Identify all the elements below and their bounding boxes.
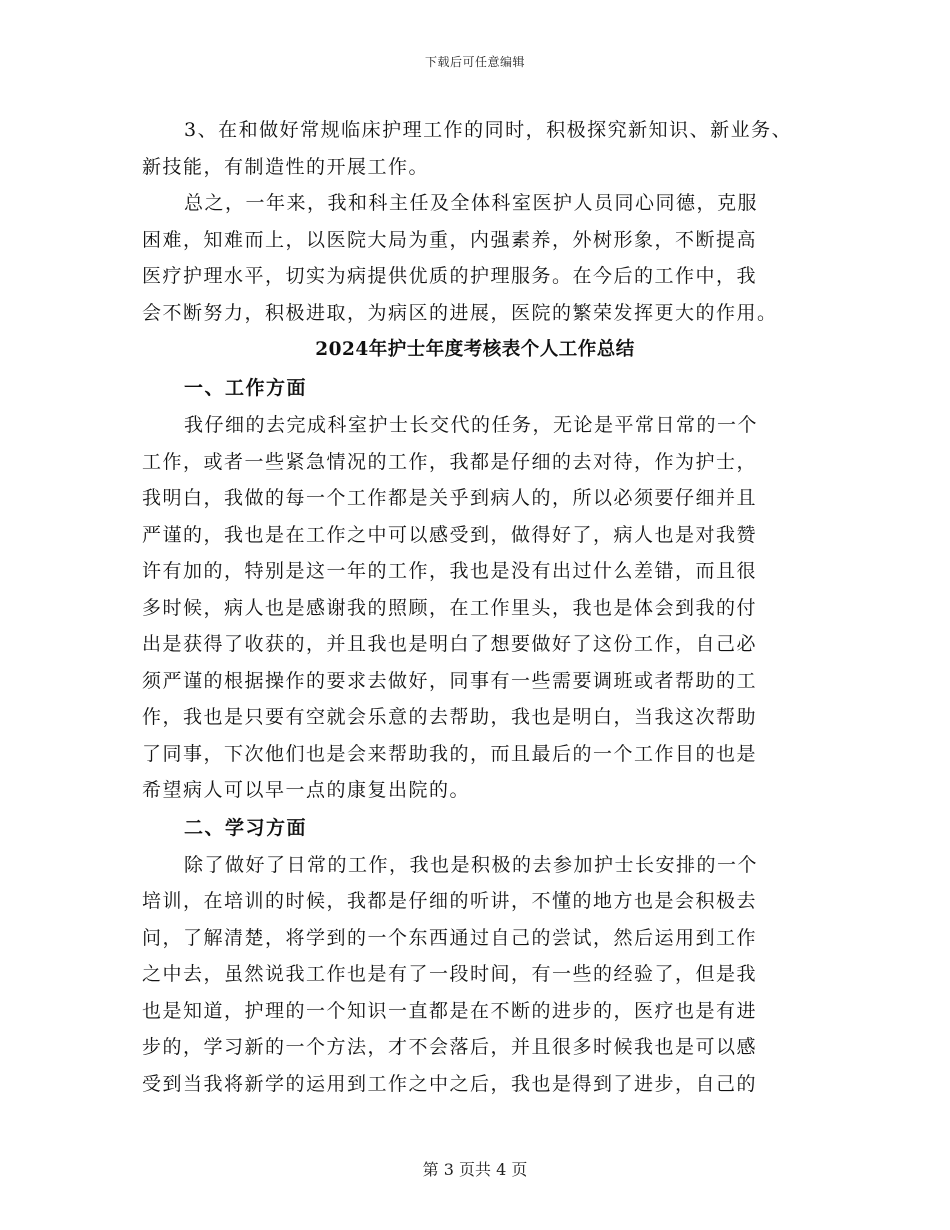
document-body — [142, 112, 808, 1102]
text-line: 会不断努力，积极进取，为病区的进展，医院的繁荣发挥更大的作用。 — [142, 301, 778, 324]
text-line: 问，了解清楚，将学到的一个东西通过自己的尝试，然后运用到工作 — [142, 926, 758, 949]
text-line: 希望病人可以早一点的康复出院的。 — [142, 779, 471, 801]
text-line: 严谨的，我也是在工作之中可以感受到，做得好了，病人也是对我赞 — [142, 523, 758, 546]
text-line: 医疗护理水平，切实为病提供优质的护理服务。在今后的工作中，我 — [142, 265, 758, 287]
text-line: 我仔细的去完成科室护士长交代的任务，无论是平常日常的一个 — [184, 414, 759, 436]
text-line: 出是获得了收获的，并且我也是明白了想要做好了这份工作，自己必 — [142, 633, 758, 655]
text-line: 也是知道，护理的一个知识一直都是在不断的进步的，医疗也是有进 — [142, 999, 758, 1022]
text-line: 我明白，我做的每一个工作都是关乎到病人的，所以必须要仔细并且 — [142, 487, 758, 509]
study-paragraph — [142, 847, 808, 1103]
text-line: 工作，或者一些紧急情况的工作，我都是仔细的去对待，作为护士， — [142, 450, 758, 473]
text-line: 多时候，病人也是感谢我的照顾，在工作里头，我也是体会到我的付 — [142, 596, 758, 619]
text-line: 培训，在培训的时候，我都是仔细的听讲，不懂的地方也是会积极去 — [142, 890, 758, 912]
text-line: 作，我也是只要有空就会乐意的去帮助，我也是明白，当我这次帮助 — [142, 706, 758, 728]
section-heading-study: 二、学习方面 — [184, 816, 308, 839]
text-line: 总之，一年来，我和科主任及全体科室医护人员同心同德，克服 — [184, 192, 759, 214]
page-header: 下载后可任意编辑 — [424, 55, 525, 69]
text-line: 须严谨的根据操作的要求去做好，同事有一些需要调班或者帮助的工 — [142, 669, 758, 692]
text-line: 受到当我将新学的运用到工作之中之后，我也是得到了进步，自己的 — [142, 1072, 758, 1095]
text-line: 新技能，有制造性的开展工作。 — [142, 155, 430, 178]
intro-paragraph-2 — [142, 185, 808, 331]
text-line: 之中去，虽然说我工作也是有了一段时间，有一些的经验了，但是我 — [142, 963, 758, 985]
work-paragraph — [142, 407, 808, 809]
text-line: 除了做好了日常的工作，我也是积极的去参加护士长安排的一个 — [184, 853, 759, 876]
document-title: 2024年护士年度考核表个人工作总结 — [315, 339, 635, 360]
page-footer: 第 3 页共 4 页 — [422, 1160, 528, 1179]
text-line: 3、在和做好常规临床护理工作的同时，积极探究新知识、新业务、 — [184, 119, 793, 141]
text-line: 困难，知难而上，以医院大局为重，内强素养，外树形象，不断提高 — [142, 228, 758, 251]
text-line: 步的，学习新的一个方法，才不会落后，并且很多时候我也是可以感 — [142, 1036, 758, 1058]
section-heading-work: 一、工作方面 — [184, 377, 308, 399]
text-line: 了同事，下次他们也是会来帮助我的，而且最后的一个工作目的也是 — [142, 742, 758, 765]
intro-paragraph-1 — [142, 112, 808, 185]
text-line: 许有加的，特别是这一年的工作，我也是没有出过什么差错，而且很 — [142, 560, 758, 582]
